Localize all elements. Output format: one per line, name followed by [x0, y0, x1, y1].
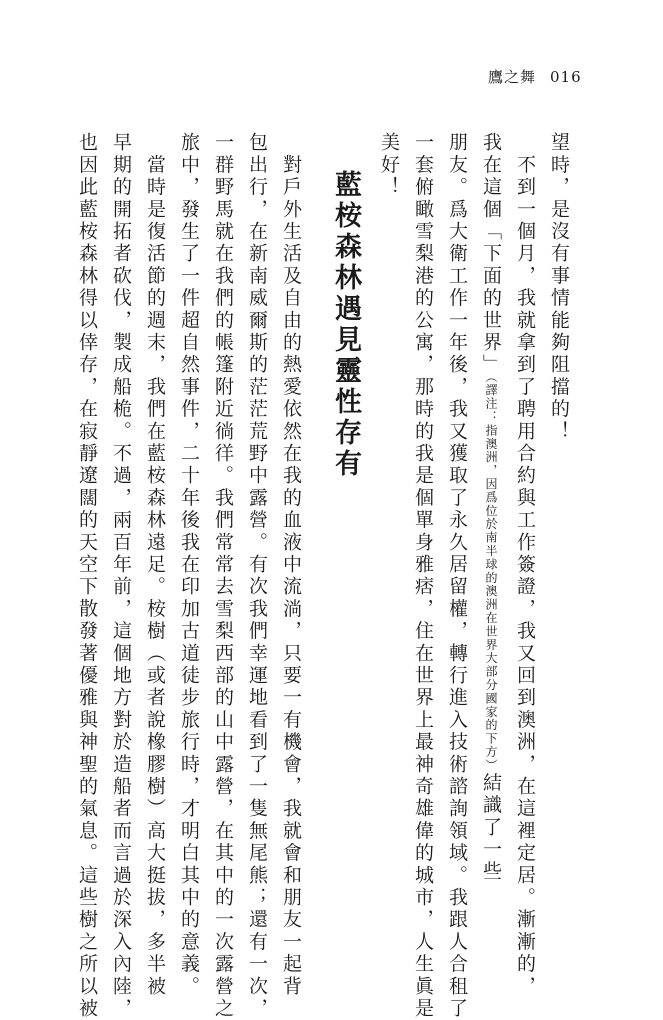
text-column-10: 旅中，發生了一件超自然事件，二十年後我在印加古道徒步旅行時，才明白其中的意義。 — [178, 132, 200, 998]
translator-note: （譯注：指澳洲，因爲位於南半球的澳洲在世界大部分國家的下方） — [484, 376, 498, 773]
text-column-7: 對戶外生活及自由的熱愛依然在我的血液中流淌，只要一有機會，我就會和朋友一起背 — [280, 132, 302, 998]
text-column-11: 當時是復活節的週末，我們在藍桉森林遠足。桉樹（或者說橡膠樹）高大挺拔，多半被 — [144, 132, 166, 998]
text-column-12: 早期的開拓者砍伐，製成船桅。不過，兩百年前，這個地方對於造船者而言過於深入內陸， — [110, 132, 132, 1020]
text-column-3-end: 結識了一些 — [480, 772, 502, 884]
running-header — [488, 66, 582, 87]
text-column-5: 一套俯瞰雪梨港的公寓，那時的我是個單身雅痞，住在世界上最神奇雄偉的城市，人生眞是 — [412, 132, 434, 1020]
text-column-4: 朋友。爲大衛工作一年後，我又獲取了永久居留權，轉行進入技術諮詢領域。我跟人合租了 — [446, 132, 468, 1020]
section-heading: 藍桉森林遇見靈性存有 — [330, 170, 361, 480]
text-column-8: 包出行，在新南威爾斯的茫茫荒野中露營。有次我們幸運地看到了一隻無尾熊；還有一次， — [246, 132, 268, 1020]
text-column-1: 望時，是沒有事情能夠阻擋的！ — [548, 132, 570, 443]
text-column-6: 美好！ — [378, 132, 400, 199]
text-column-13: 也因此藍桉森林得以倖存，在寂靜遼闊的天空下散發著優雅與神聖的氣息。這些樹之所以被 — [76, 132, 98, 1020]
text-column-9: 一群野馬就在我們的帳篷附近徜徉。我們常常去雪梨西部的山中露營，在其中的一次露營之 — [212, 132, 234, 1020]
text-column-3 — [480, 132, 502, 884]
text-column-3-main: 我在這個「下面的世界」 — [480, 132, 502, 377]
book-title: 鷹之舞 — [488, 68, 537, 86]
page-number: 016 — [550, 68, 582, 86]
text-column-2: 不到一個月，我就拿到了聘用合約與工作簽證，我又回到澳洲，在這裡定居。漸漸的， — [514, 132, 536, 998]
